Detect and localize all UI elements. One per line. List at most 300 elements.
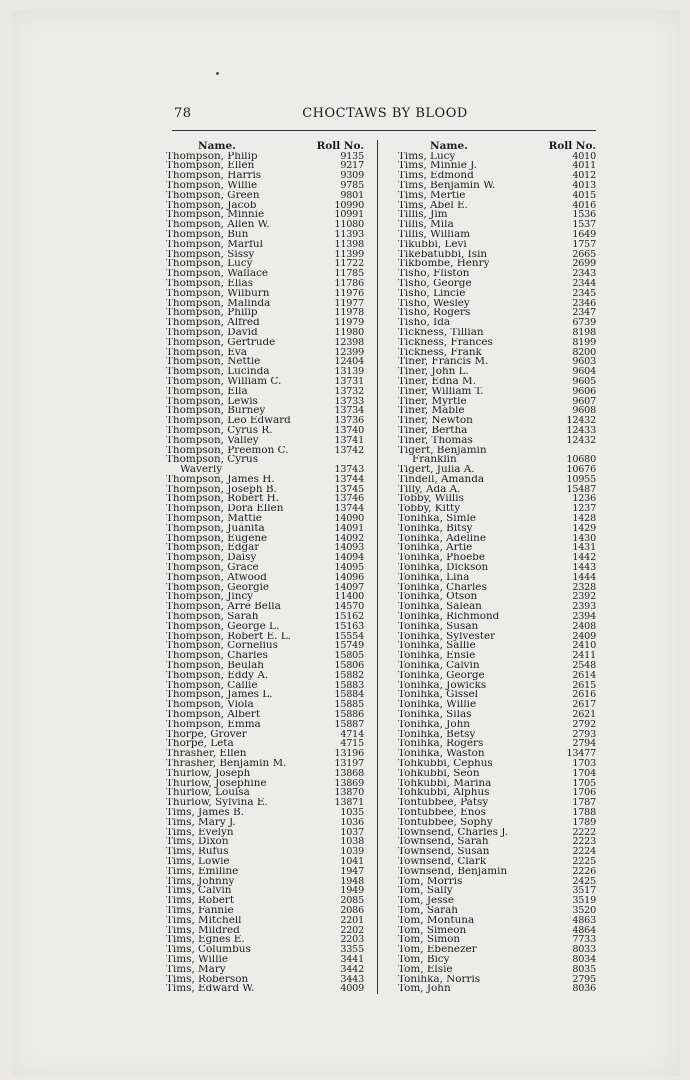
- roll-entry: [398, 573, 596, 583]
- roll-number: 1704: [572, 767, 596, 779]
- roll-entry: [398, 749, 596, 759]
- roll-entry: [398, 152, 596, 162]
- roll-number: 2617: [572, 699, 596, 711]
- roll-number: 4016: [572, 199, 596, 211]
- roll-number: 2222: [572, 826, 596, 838]
- roll-number: 9606: [572, 385, 596, 397]
- roll-entry: [398, 720, 596, 730]
- roll-entry: [398, 377, 596, 387]
- roll-number: 11398: [334, 238, 364, 250]
- roll-number: 15163: [334, 620, 364, 632]
- roll-number: 4015: [572, 189, 596, 201]
- enrollee-name: Tom, John: [398, 984, 451, 995]
- enrollee-name: Thompson, Green: [166, 190, 260, 201]
- roll-number: 15554: [334, 630, 364, 642]
- roll-number: 1703: [572, 758, 596, 769]
- roll-number: 13868: [334, 767, 364, 779]
- roll-entry: [398, 886, 596, 896]
- roll-number: 2344: [572, 277, 596, 289]
- roll-number: 8200: [572, 346, 596, 358]
- enrollee-name: Tontubbee, Enos: [398, 807, 487, 818]
- roll-number: 2226: [572, 865, 596, 877]
- roll-number: 1787: [572, 797, 596, 809]
- roll-number: 2392: [572, 591, 596, 603]
- roll-number: 8034: [572, 953, 596, 965]
- column-heading: [166, 141, 364, 152]
- roll-entry: [398, 651, 596, 661]
- enrollee-name: Tonihka, Phoebe: [398, 553, 486, 564]
- paper-speck: [216, 72, 219, 75]
- roll-entry: [398, 543, 596, 553]
- roll-number: 13869: [334, 777, 364, 789]
- enrollee-name: Thompson, David: [166, 327, 258, 338]
- roll-entry: [398, 975, 596, 985]
- enrollee-name: Tims, Calvin: [166, 886, 232, 897]
- roll-number: 14090: [334, 513, 364, 525]
- roll-number: 15805: [334, 650, 364, 662]
- roll-number: 2085: [340, 895, 364, 907]
- column-divider: [377, 140, 378, 994]
- roll-number: 1757: [572, 238, 596, 250]
- enrollee-name: Tiner, John L.: [398, 367, 469, 377]
- roll-number: 11977: [334, 297, 364, 309]
- roll-number: 2345: [572, 287, 596, 299]
- roll-number: 13744: [334, 503, 364, 515]
- enrollee-name: Tobby, Kitty: [398, 504, 461, 515]
- roll-entry: [398, 935, 596, 945]
- enrollee-name: Thrasher, Ellen: [166, 749, 247, 759]
- enrollee-name: Tiner, Newton: [398, 416, 473, 426]
- roll-number: 1705: [572, 777, 596, 789]
- roll-entry: [398, 808, 596, 818]
- roll-number: 1949: [340, 885, 364, 897]
- enrollee-name: Thompson, William C.: [166, 376, 282, 387]
- roll-entry: [166, 798, 364, 808]
- roll-number: 11980: [334, 326, 364, 338]
- roll-number: 2203: [340, 934, 364, 946]
- enrollee-name: Tims, Mertie: [398, 190, 466, 201]
- roll-number: 11976: [334, 287, 364, 299]
- enrollee-name: Thompson, Elias: [166, 278, 254, 289]
- enrollee-name: Thompson, Bun: [166, 229, 249, 240]
- enrollee-name: Tontubbee, Patsy: [398, 798, 489, 808]
- enrollee-name: Townsend, Sarah: [398, 837, 489, 848]
- enrollee-name: Tigert, Benjamin: [398, 445, 487, 456]
- enrollee-name: Tickness, Frances: [398, 337, 493, 348]
- roll-number: 1431: [572, 542, 596, 554]
- roll-number: 2699: [572, 258, 596, 270]
- enrollee-name: Thompson, Ellen: [166, 161, 255, 172]
- enrollee-name: Thompson, Lewis: [166, 396, 258, 407]
- roll-number: 2425: [572, 875, 596, 887]
- roll-entry: [398, 504, 596, 514]
- roll-number: 12398: [334, 336, 364, 348]
- roll-entry: [398, 710, 596, 720]
- enrollee-name: Tims, Johnny: [166, 876, 235, 887]
- roll-number: 1947: [340, 865, 364, 877]
- roll-entry: [398, 201, 596, 211]
- roll-number: 1041: [340, 855, 364, 867]
- roll-number: 2328: [572, 581, 596, 593]
- roll-number: 14096: [334, 571, 364, 583]
- roll-number: 4011: [572, 160, 596, 172]
- entry-list-right: [398, 152, 596, 995]
- roll-number: 13197: [334, 758, 364, 769]
- roll-number: 8198: [572, 326, 596, 338]
- enrollee-name: Tom, Simon: [398, 935, 461, 946]
- enrollee-name: Townsend, Benjamin: [398, 866, 508, 877]
- enrollee-name: Thompson, James L.: [166, 690, 273, 701]
- roll-number: 14091: [334, 522, 364, 534]
- roll-number: 9309: [340, 170, 364, 182]
- enrollee-name: Thompson, Beulah: [166, 661, 264, 671]
- enrollee-name: Thompson, Albert: [166, 710, 261, 720]
- roll-entry: [398, 877, 596, 887]
- entry-list-left: [166, 152, 364, 995]
- enrollee-name: Tiner, Mable: [398, 406, 465, 417]
- enrollee-name: Thompson, Valley: [166, 435, 259, 446]
- roll-number: 9605: [572, 375, 596, 387]
- roll-number: 8033: [572, 944, 596, 956]
- roll-entry: [398, 299, 596, 309]
- enrollee-name: Thompson, Dora Ellen: [166, 504, 284, 515]
- enrollee-name: Tims, Evelyn: [166, 827, 234, 838]
- roll-number: 9604: [572, 366, 596, 378]
- enrollee-name: Thompson, Eva: [166, 347, 247, 358]
- roll-number: 3519: [572, 895, 596, 907]
- roll-entry: [398, 357, 596, 367]
- roll-entry: [166, 847, 364, 857]
- roll-entry: [398, 348, 596, 358]
- enrollee-name: Thompson, Ella: [166, 386, 248, 397]
- roll-number: 14093: [334, 542, 364, 554]
- enrollee-name: Franklin: [412, 455, 457, 466]
- roll-number: 4714: [340, 728, 364, 740]
- enrollee-name: Tom, Sally: [398, 886, 453, 897]
- roll-number: 15806: [334, 660, 364, 672]
- roll-entry: [398, 828, 596, 838]
- roll-entry: [166, 935, 364, 945]
- enrollee-name: Thorpe, Grover: [166, 729, 247, 740]
- roll-entry: [398, 602, 596, 612]
- roll-entry: [398, 328, 596, 338]
- roll-number: 8036: [572, 983, 596, 995]
- roll-entry: [398, 965, 596, 975]
- enrollee-name: Tonihka, Gissel: [398, 690, 478, 701]
- roll-entry: [398, 592, 596, 602]
- enrollee-name: Tonihka, Willie: [398, 700, 477, 711]
- roll-entry: [398, 259, 596, 269]
- roll-number: 9608: [572, 405, 596, 417]
- roll-number: 1036: [340, 816, 364, 828]
- enrollee-name: Tonihka, John: [398, 719, 470, 730]
- enrollee-name: Thompson, Callie: [166, 680, 258, 691]
- roll-number: 15887: [334, 718, 364, 730]
- enrollee-name: Tonihka, Calvin: [398, 661, 480, 671]
- roll-entry: [398, 240, 596, 250]
- roll-entry: [166, 906, 364, 916]
- enrollee-name: Tonihka, Silas: [398, 710, 472, 720]
- enrollee-name: Tom, Ebenezer: [398, 945, 477, 955]
- roll-number: 2410: [572, 640, 596, 652]
- enrollee-name: Thompson, Wilburn: [166, 288, 270, 299]
- enrollee-name: Thompson, Mattie: [166, 514, 262, 524]
- roll-number: 13746: [334, 493, 364, 505]
- enrollee-name: Waverly: [180, 465, 223, 475]
- enrollee-name: Thurlow, Joseph: [166, 768, 251, 779]
- roll-number: 2614: [572, 669, 596, 681]
- enrollee-name: Townsend, Clark: [398, 856, 487, 867]
- enrollee-name: Tonihka, Ensie: [398, 651, 476, 662]
- roll-number: 2393: [572, 601, 596, 613]
- enrollee-name: Thompson, Wallace: [166, 269, 269, 279]
- enrollee-name: Tonihka, Sallie: [398, 641, 476, 652]
- enrollee-name: Tiner, William T.: [398, 386, 484, 397]
- roll-number: 2793: [572, 728, 596, 740]
- enrollee-name: Tindell, Amanda: [398, 474, 485, 485]
- enrollee-name: Thompson, Philip: [166, 308, 258, 319]
- enrollee-name: Thompson, Minnie: [166, 210, 265, 221]
- roll-number: 15884: [334, 689, 364, 701]
- roll-entry: [398, 612, 596, 622]
- enrollee-name: Tims, Mitchell: [166, 915, 242, 926]
- enrollee-name: Thompson, Allen W.: [166, 220, 270, 230]
- enrollee-name: Thompson, Cyrus: [166, 455, 259, 466]
- column-heading: [398, 141, 596, 152]
- roll-number: 10680: [566, 454, 596, 466]
- roll-number: 2346: [572, 297, 596, 309]
- roll-number: 1536: [572, 209, 596, 221]
- enrollee-name: Thurlow, Sylvina E.: [166, 798, 268, 808]
- roll-number: 2086: [340, 904, 364, 916]
- roll-entry: [398, 181, 596, 191]
- roll-number: 4863: [572, 914, 596, 926]
- enrollee-name: Tonihka, Adeline: [398, 533, 486, 544]
- enrollee-name: Tiner, Myrtle: [398, 396, 467, 407]
- enrollee-name: Thompson, James H.: [166, 474, 275, 485]
- roll-number: 1706: [572, 787, 596, 799]
- roll-number: 14094: [334, 552, 364, 564]
- enrollee-name: Tims, Willie: [166, 954, 228, 965]
- roll-entry: [398, 984, 596, 994]
- roll-number: 9607: [572, 395, 596, 407]
- roll-entry: [398, 308, 596, 318]
- roll-number: 13732: [334, 385, 364, 397]
- roll-number: 14097: [334, 581, 364, 593]
- enrollee-name: Tonihka, Bitsy: [398, 523, 473, 534]
- roll-heading: Roll No.: [548, 140, 596, 152]
- name-heading: Name.: [198, 140, 236, 152]
- roll-entry: [166, 867, 364, 877]
- roll-number: 4864: [572, 924, 596, 936]
- roll-entry: [398, 161, 596, 171]
- enrollee-name: Tiner, Francis M.: [398, 357, 489, 368]
- enrollee-name: Tonihka, Lina: [398, 572, 470, 583]
- roll-number: 13734: [334, 405, 364, 417]
- enrollee-name: Tontubbee, Sophy: [398, 817, 493, 828]
- enrollee-name: Tom, Sarah: [398, 905, 459, 916]
- roll-number: 8035: [572, 963, 596, 975]
- roll-number: 10955: [566, 473, 596, 485]
- enrollee-name: Thrasher, Benjamin M.: [166, 759, 287, 769]
- enrollee-name: Tohkubbi, Cephus: [398, 759, 493, 769]
- roll-number: 2347: [572, 307, 596, 319]
- roll-number: 1237: [572, 503, 596, 515]
- enrollee-name: Thompson, Alfred: [166, 318, 260, 328]
- roll-entry: [398, 681, 596, 691]
- roll-entry: [398, 269, 596, 279]
- roll-entry: [398, 622, 596, 632]
- enrollee-name: Thompson, Daisy: [166, 553, 257, 564]
- enrollee-name: Tillis, Jim: [398, 210, 448, 221]
- roll-entry: [398, 661, 596, 671]
- roll-entry: [398, 250, 596, 260]
- roll-number: 9135: [340, 150, 364, 162]
- enrollee-name: Tonihka, Dickson: [398, 563, 489, 573]
- roll-number: 11979: [334, 317, 364, 329]
- roll-number: 9603: [572, 356, 596, 368]
- enrollee-name: Thompson, Marful: [166, 239, 263, 250]
- roll-number: 9217: [340, 160, 364, 172]
- roll-number: 1444: [572, 571, 596, 583]
- running-title: CHOCTAWS BY BLOOD: [302, 106, 468, 121]
- enrollee-name: Tiner, Thomas: [398, 435, 473, 446]
- enrollee-name: Tisho, Fliston: [398, 269, 470, 279]
- enrollee-name: Thompson, Grace: [166, 563, 259, 573]
- header-rule: [172, 130, 596, 131]
- enrollee-name: Tikbombe, Henry: [398, 259, 490, 270]
- enrollee-name: Tims, Columbus: [166, 945, 251, 955]
- enrollee-name: Thompson, Preemon C.: [166, 445, 289, 456]
- roll-entry: [398, 191, 596, 201]
- roll-number: 2408: [572, 620, 596, 632]
- roll-entry: [166, 181, 364, 191]
- roll-entry: [398, 798, 596, 808]
- roll-entry: [166, 808, 364, 818]
- roll-entry: [398, 818, 596, 828]
- roll-entry: [398, 397, 596, 407]
- enrollee-name: Tims, Edward W.: [166, 984, 255, 995]
- enrollee-name: Tisho, Lincie: [398, 288, 466, 299]
- roll-number: 2224: [572, 846, 596, 858]
- roll-number: 1037: [340, 826, 364, 838]
- roll-number: 11393: [334, 228, 364, 240]
- roll-number: 2411: [572, 650, 596, 662]
- enrollee-name: Thompson, Cyrus R.: [166, 425, 273, 436]
- enrollee-name: Tickness, Tillian: [398, 327, 484, 338]
- enrollee-name: Tisho, Ida: [398, 318, 451, 328]
- roll-number: 1948: [340, 875, 364, 887]
- roll-number: 1789: [572, 816, 596, 828]
- roll-number: 2394: [572, 611, 596, 623]
- roll-column-right: [398, 141, 596, 994]
- enrollee-name: Tonihka, Betsy: [398, 729, 476, 740]
- enrollee-name: Tonihka, Simle: [398, 514, 476, 524]
- enrollee-name: Tonihka, Otson: [398, 592, 478, 603]
- roll-number: 10990: [334, 199, 364, 211]
- enrollee-name: Thompson, Charles: [166, 651, 268, 662]
- roll-number: 12432: [566, 415, 596, 427]
- roll-number: 11399: [334, 248, 364, 260]
- roll-entry: [398, 514, 596, 524]
- roll-entry: [398, 788, 596, 798]
- roll-number: 15749: [334, 640, 364, 652]
- roll-entry: [398, 563, 596, 573]
- enrollee-name: Thompson, Viola: [166, 700, 254, 711]
- roll-number: 4715: [340, 738, 364, 750]
- roll-number: 12399: [334, 346, 364, 358]
- roll-entry: [398, 847, 596, 857]
- roll-entry: [398, 338, 596, 348]
- roll-entry: [166, 730, 364, 740]
- roll-entry: [166, 828, 364, 838]
- roll-number: 13741: [334, 434, 364, 446]
- enrollee-name: Tiner, Edna M.: [398, 376, 476, 387]
- roll-number: 1428: [572, 513, 596, 525]
- enrollee-name: Tom, Montuna: [398, 915, 475, 926]
- roll-entry: [398, 230, 596, 240]
- enrollee-name: Thompson, Sissy: [166, 249, 255, 260]
- enrollee-name: Tims, Lucy: [398, 151, 456, 162]
- enrollee-name: Tisho, George: [398, 278, 472, 289]
- enrollee-name: Tonihka, Richmond: [398, 612, 500, 622]
- roll-number: 14095: [334, 562, 364, 574]
- roll-number: 13139: [334, 366, 364, 378]
- enrollee-name: Thompson, George L.: [166, 621, 280, 632]
- roll-number: 2201: [340, 914, 364, 926]
- roll-entry: [398, 367, 596, 377]
- roll-number: 14570: [334, 601, 364, 613]
- enrollee-name: Thompson, Lucinda: [166, 367, 270, 377]
- roll-number: 2548: [572, 660, 596, 672]
- enrollee-name: Thompson, Edgar: [166, 543, 260, 554]
- enrollee-name: Tims, Egnes E.: [166, 935, 245, 946]
- roll-entry: [398, 534, 596, 544]
- roll-entry: [166, 955, 364, 965]
- enrollee-name: Tims, Rufus: [166, 847, 229, 857]
- roll-number: 2343: [572, 268, 596, 280]
- roll-number: 8199: [572, 336, 596, 348]
- roll-number: 1236: [572, 493, 596, 505]
- roll-entry: [398, 632, 596, 642]
- roll-number: 2225: [572, 855, 596, 867]
- enrollee-name: Thompson, Eddy A.: [166, 670, 269, 681]
- roll-number: 15886: [334, 709, 364, 721]
- roll-number: 4013: [572, 179, 596, 191]
- enrollee-name: Thompson, Malinda: [166, 298, 271, 309]
- roll-number: 13736: [334, 415, 364, 427]
- roll-entry: [398, 730, 596, 740]
- enrollee-name: Tonihka, Rogers: [398, 739, 484, 750]
- enrollee-name: Tonihka, George: [398, 670, 485, 681]
- roll-number: 13871: [334, 797, 364, 809]
- roll-entry: [398, 387, 596, 397]
- enrollee-name: Thompson, Sarah: [166, 612, 259, 622]
- roll-number: 6739: [572, 317, 596, 329]
- roll-entry: [166, 975, 364, 985]
- roll-number: 15162: [334, 611, 364, 623]
- enrollee-name: Tims, Minnie J.: [398, 161, 477, 172]
- roll-entry: [398, 220, 596, 230]
- roll-entry: [398, 553, 596, 563]
- enrollee-name: Tonihka, Susan: [398, 621, 479, 632]
- enrollee-name: Thompson, Jacob: [166, 200, 257, 211]
- roll-number: 13731: [334, 375, 364, 387]
- roll-entry: [166, 818, 364, 828]
- roll-number: 12432: [566, 434, 596, 446]
- roll-entry: [166, 837, 364, 847]
- roll-entry: [398, 289, 596, 299]
